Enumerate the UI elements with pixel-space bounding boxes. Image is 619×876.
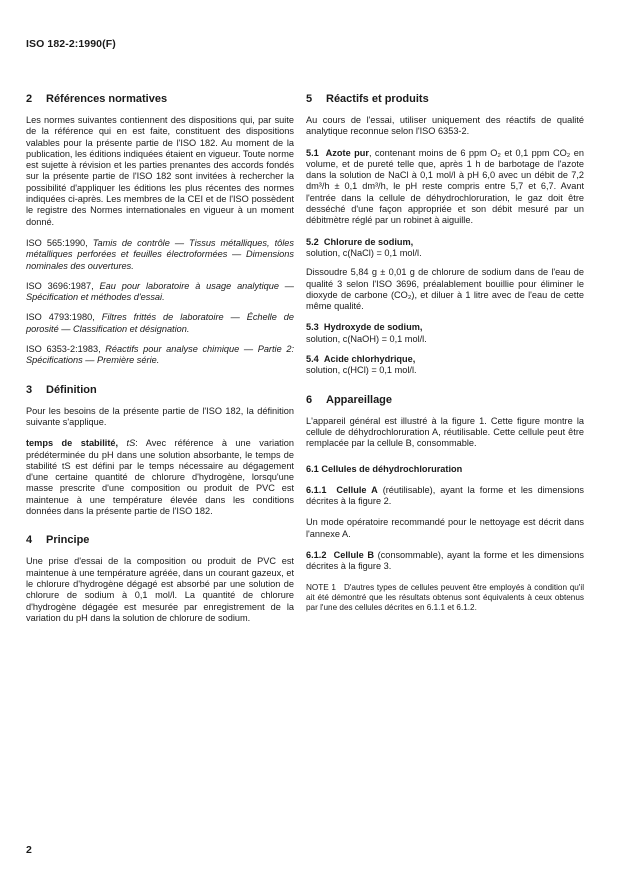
reagent-5-2: 5.2 Chlorure de sodium, solution, c(NaCl) = 0,1 mol/l. Dissoudre 5,84 g ± 0,01 g de chlorure de sodium dans de l'eau de qualité 3 selon l'ISO 3696, préalablement bouillie pour éliminer le dioxyde de carbone (CO₂), et diluer à 1 litre avec de l'eau de cette même qualité. [306, 236, 584, 312]
right-column [306, 92, 584, 623]
subsection-6-1-2: 6.1.2 Cellule B (consommable), ayant la forme et les dimensions décrites à la figure 3. [306, 550, 584, 572]
subsection-6-1-1: 6.1.1 Cellule A (réutilisable), ayant la forme et les dimensions décrites à la figure 2. [306, 484, 584, 507]
reagent-5-3: 5.3 Hydroxyde de sodium, solution, c(NaOH) = 0,1 mol/l. [306, 322, 427, 344]
section-6-intro: L'appareil général est illustré à la figure 1. Cette figure montre la cellule de déhydrochloruration A, réutilisable. Cette cellule peut être remplacée par la cellule B, consommable. [306, 415, 584, 449]
subsection-6-1-heading: 6.1 Cellules de déhydrochloruration [306, 463, 463, 474]
reagent-5-2-body: Dissoudre 5,84 g ± 0,01 g de chlorure de sodium dans de l'eau de qualité 3 selon l'ISO 3696, préalablement bouillie pour éliminer le dioxyde de carbone (CO₂), et diluer à 1 litre avec de l'eau de cette même qualité. [306, 267, 584, 312]
section-6-heading: 6 Appareillage [306, 393, 393, 406]
section-4-body: Une prise d'essai de la composition ou produit de PVC est maintenue à une température agréée, dans un courant gazeux, et le chlorure d'hydrogène dégagé est absorbé par une solution de chlorure de sodium à 0,1 mol/l. La quantité de chlorure d'hydrogène dégagée est mesurée par enregistrement de la variation du pH dans la solution de chlorure de sodium. [26, 556, 294, 623]
section-2-intro: Les normes suivantes contiennent des dispositions qui, par suite de la référence qui en est faite, constituent des dispositions valables pour la présente partie de l'ISO 182. Au moment de la publication, les éditions indiquées étaient en vigueur. Toute norme est sujette à révision et les parties prenantes des accords fondés sur la présente partie de l'ISO 182 sont invitées à rechercher la possibilité d'appliquer les éditions les plus récentes des normes indiquées ci-après. Les membres de la CEI et de l'ISO possèdent le registre des Normes internationales en vigueur à un moment donné. [26, 115, 294, 227]
section-4-heading: 4 Principe [26, 534, 90, 547]
left-column [26, 92, 294, 634]
section-3-heading: 3 Définition [26, 383, 97, 396]
page-number: 2 [26, 844, 32, 856]
section-5-intro: Au cours de l'essai, utiliser uniquement des réactifs de qualité analytique reconnue selon l'ISO 6353-2. [306, 115, 584, 137]
definition-stability-time: temps de stabilité, tS: Avec référence à une variation prédéterminée du pH dans une solution absorbante, le temps de stabilité tS est défini par le temps nécessaire au dégagement d'une certaine quantité de chlorure d'hydrogène, lorsqu'une masse prescrite d'une composition ou produit de PVC est maintenue à une température élevée dans les conditions données dans la présente partie de l'ISO 182. [26, 438, 294, 517]
reference-item: ISO 6353-2:1983, Réactifs pour analyse chimique — Partie 2: Spécifications — Première série. [26, 344, 294, 366]
reference-item: ISO 3696:1987, Eau pour laboratoire à usage analytique — Spécification et méthodes d'essai. [26, 280, 294, 303]
section-5-heading: 5 Réactifs et produits [306, 93, 429, 105]
document-id-header: ISO 182-2:1990(F) [26, 38, 116, 50]
section-3-intro: Pour les besoins de la présente partie de l'ISO 182, la définition suivante s'applique. [26, 405, 294, 427]
reagent-5-1: 5.1 Azote pur, contenant moins de 6 ppm O₂ et 0,1 ppm CO₂ en volume, et de pureté telle que, après 1 h de barbotage de l'azote dans la solution de NaCl à 0,1 mol/l à pH 6,0 avec un débit de 7,2 dm³/h ± 0,1 dm³/h, le pH reste compris entre 5,7 et 6,7. Avant l'entrée dans la cellule de déhydrochloruration, le gaz doit être desséché d'une façon appropriée et son débit mesuré par un débitmètre réglé par un robinet à aiguille. [306, 147, 584, 226]
reference-item: ISO 4793:1980, Filtres frittés de laboratoire — Échelle de porosité — Classification et désignation. [26, 312, 294, 334]
section-2-heading: 2 Références normatives [26, 93, 168, 105]
cleaning-procedure-note: Un mode opératoire recommandé pour le nettoyage est décrit dans l'annexe A. [306, 517, 584, 539]
reagent-5-4: 5.4 Acide chlorhydrique, solution, c(HCl) = 0,1 mol/l. [306, 354, 417, 376]
note-1: NOTE 1 D'autres types de cellules peuvent être employés à condition qu'il ait été démontré que les résultats obtenus sont équivalents à ceux obtenus par l'une des cellules décrites en 6.1.1 et 6.1.2. [306, 582, 585, 613]
reference-item: ISO 565:1990, Tamis de contrôle — Tissus métalliques, tôles métalliques perforées et feuilles électroformées — Dimensions nominales des ouvertures. [26, 237, 294, 271]
